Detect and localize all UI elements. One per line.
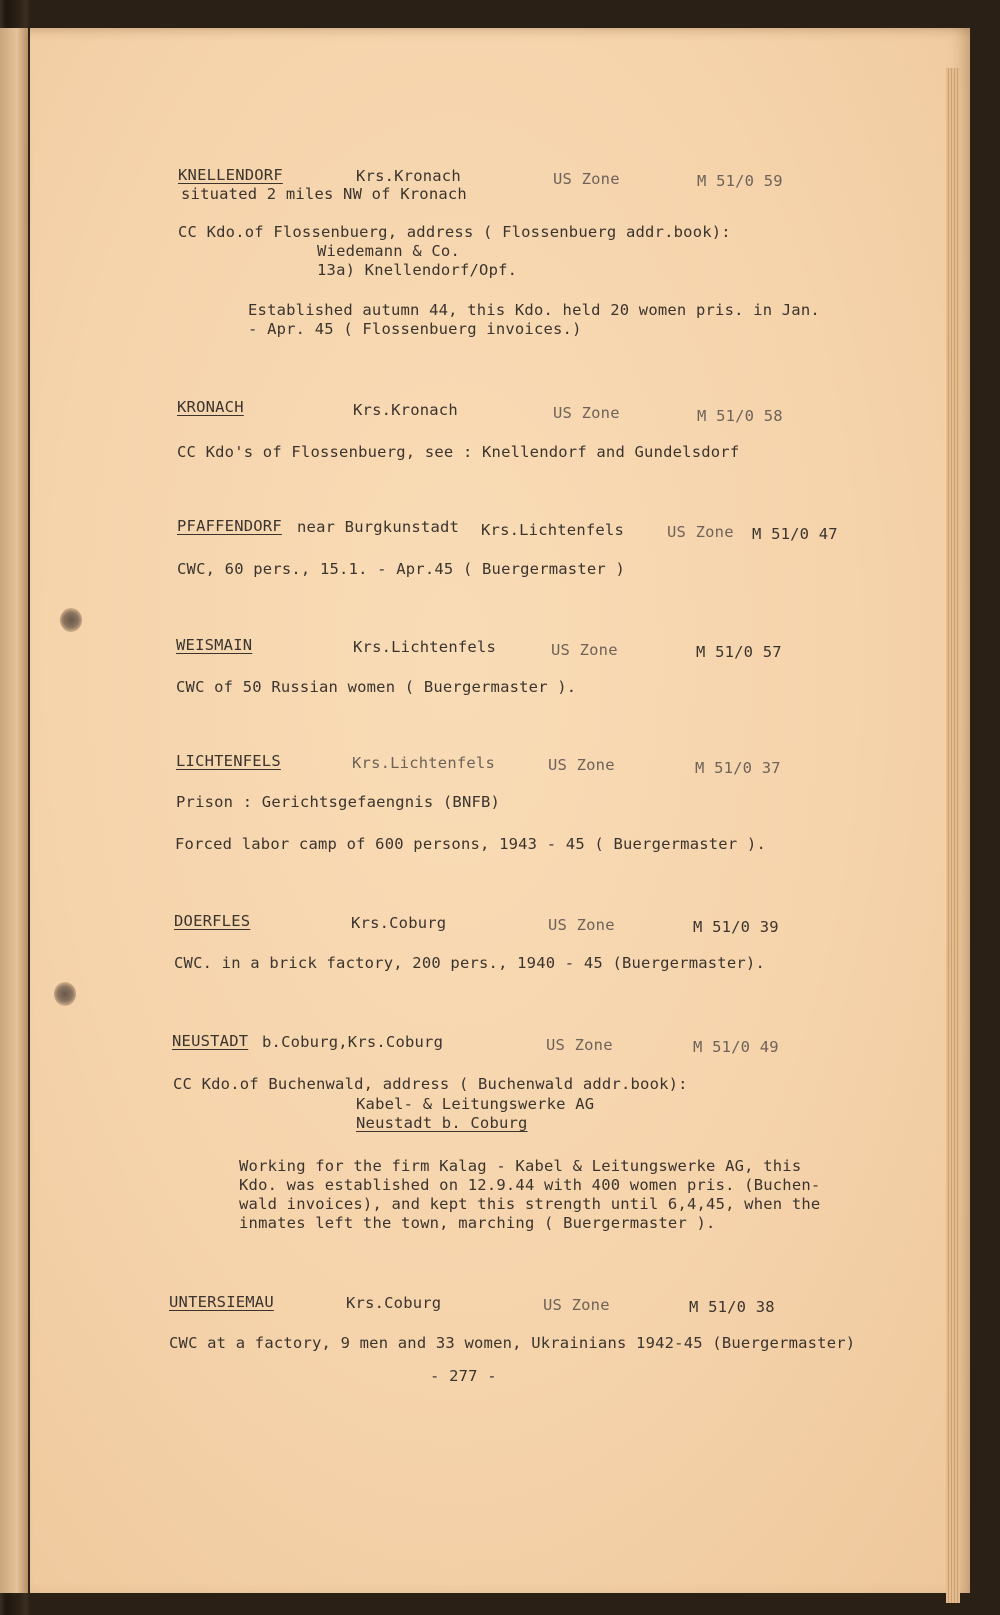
previous-page-edge: [0, 28, 28, 1593]
entry-place: KRONACH: [177, 398, 244, 416]
entry-text: wald invoices), and kept this strength until 6,4,45, when the: [239, 1195, 821, 1213]
entry-district: b.Coburg,Krs.Coburg: [262, 1033, 444, 1051]
entry-district: Krs.Lichtenfels: [353, 638, 496, 656]
entry-place: KNELLENDORF: [178, 166, 283, 184]
entry-zone: US Zone: [551, 641, 618, 659]
entry-reference: M 51/0 39: [693, 918, 779, 936]
entry-reference: M 51/0 57: [696, 643, 782, 661]
entry-text: - Apr. 45 ( Flossenbuerg invoices.): [248, 320, 582, 338]
entry-district: Krs.Lichtenfels: [352, 754, 495, 772]
entry-text: CC Kdo.of Buchenwald, address ( Buchenwald addr.book):: [173, 1075, 688, 1093]
entry-text: CC Kdo.of Flossenbuerg, address ( Flossenbuerg addr.book):: [178, 223, 731, 241]
entry-text: Working for the firm Kalag - Kabel & Leitungswerke AG, this: [239, 1157, 802, 1175]
entry-text: Wiedemann & Co.: [317, 242, 460, 260]
entry-reference: M 51/0 59: [697, 172, 783, 190]
entry-district: Krs.Lichtenfels: [481, 521, 624, 539]
entry-text: CWC at a factory, 9 men and 33 women, Ukrainians 1942-45 (Buergermaster): [169, 1334, 856, 1352]
entry-text: CC Kdo's of Flossenbuerg, see : Knellendorf and Gundelsdorf: [177, 443, 740, 461]
entry-text: Established autumn 44, this Kdo. held 20 women pris. in Jan.: [248, 301, 820, 319]
entry-zone: US Zone: [553, 404, 620, 422]
entry-place: WEISMAIN: [176, 636, 253, 654]
entry-reference: M 51/0 47: [752, 525, 838, 543]
entry-text: 13a) Knellendorf/Opf.: [317, 261, 518, 279]
entry-place: DOERFLES: [174, 912, 251, 930]
page-stack-edge: [946, 68, 960, 1603]
entry-location-note: near Burgkunstadt: [297, 518, 460, 536]
entry-district: Krs.Coburg: [346, 1294, 442, 1312]
entry-district: Krs.Kronach: [353, 401, 458, 419]
punch-hole-icon: [60, 608, 82, 632]
entry-text: CWC, 60 pers., 15.1. - Apr.45 ( Buergermaster ): [177, 560, 625, 578]
entry-location-note: situated 2 miles NW of Kronach: [181, 185, 467, 203]
entry-zone: US Zone: [553, 170, 620, 188]
entry-text: inmates left the town, marching ( Buergermaster ).: [239, 1214, 716, 1232]
entry-zone: US Zone: [667, 523, 734, 541]
entry-reference: M 51/0 37: [695, 759, 781, 777]
entry-reference: M 51/0 38: [689, 1298, 775, 1316]
page-number: - 277 -: [430, 1367, 497, 1385]
entry-text: Kdo. was established on 12.9.44 with 400 women pris. (Buchen-: [239, 1176, 821, 1194]
entry-text: Forced labor camp of 600 persons, 1943 - 45 ( Buergermaster ).: [175, 835, 766, 853]
entry-text: Neustadt b. Coburg: [356, 1114, 528, 1132]
entry-text: CWC. in a brick factory, 200 pers., 1940 - 45 (Buergermaster).: [174, 954, 765, 972]
entry-text: CWC of 50 Russian women ( Buergermaster ).: [176, 678, 577, 696]
entry-zone: US Zone: [546, 1036, 613, 1054]
entry-zone: US Zone: [543, 1296, 610, 1314]
punch-hole-icon: [54, 982, 76, 1006]
entry-place: UNTERSIEMAU: [169, 1293, 274, 1311]
entry-place: PFAFFENDORF: [177, 517, 282, 535]
entry-reference: M 51/0 58: [697, 407, 783, 425]
entry-district: Krs.Kronach: [356, 167, 461, 185]
entry-text: Kabel- & Leitungswerke AG: [356, 1095, 595, 1113]
entry-reference: M 51/0 49: [693, 1038, 779, 1056]
entry-zone: US Zone: [548, 916, 615, 934]
entry-place: NEUSTADT: [172, 1032, 249, 1050]
entry-zone: US Zone: [548, 756, 615, 774]
entry-text: Prison : Gerichtsgefaengnis (BNFB): [176, 793, 501, 811]
entry-district: Krs.Coburg: [351, 914, 447, 932]
entry-place: LICHTENFELS: [176, 752, 281, 770]
